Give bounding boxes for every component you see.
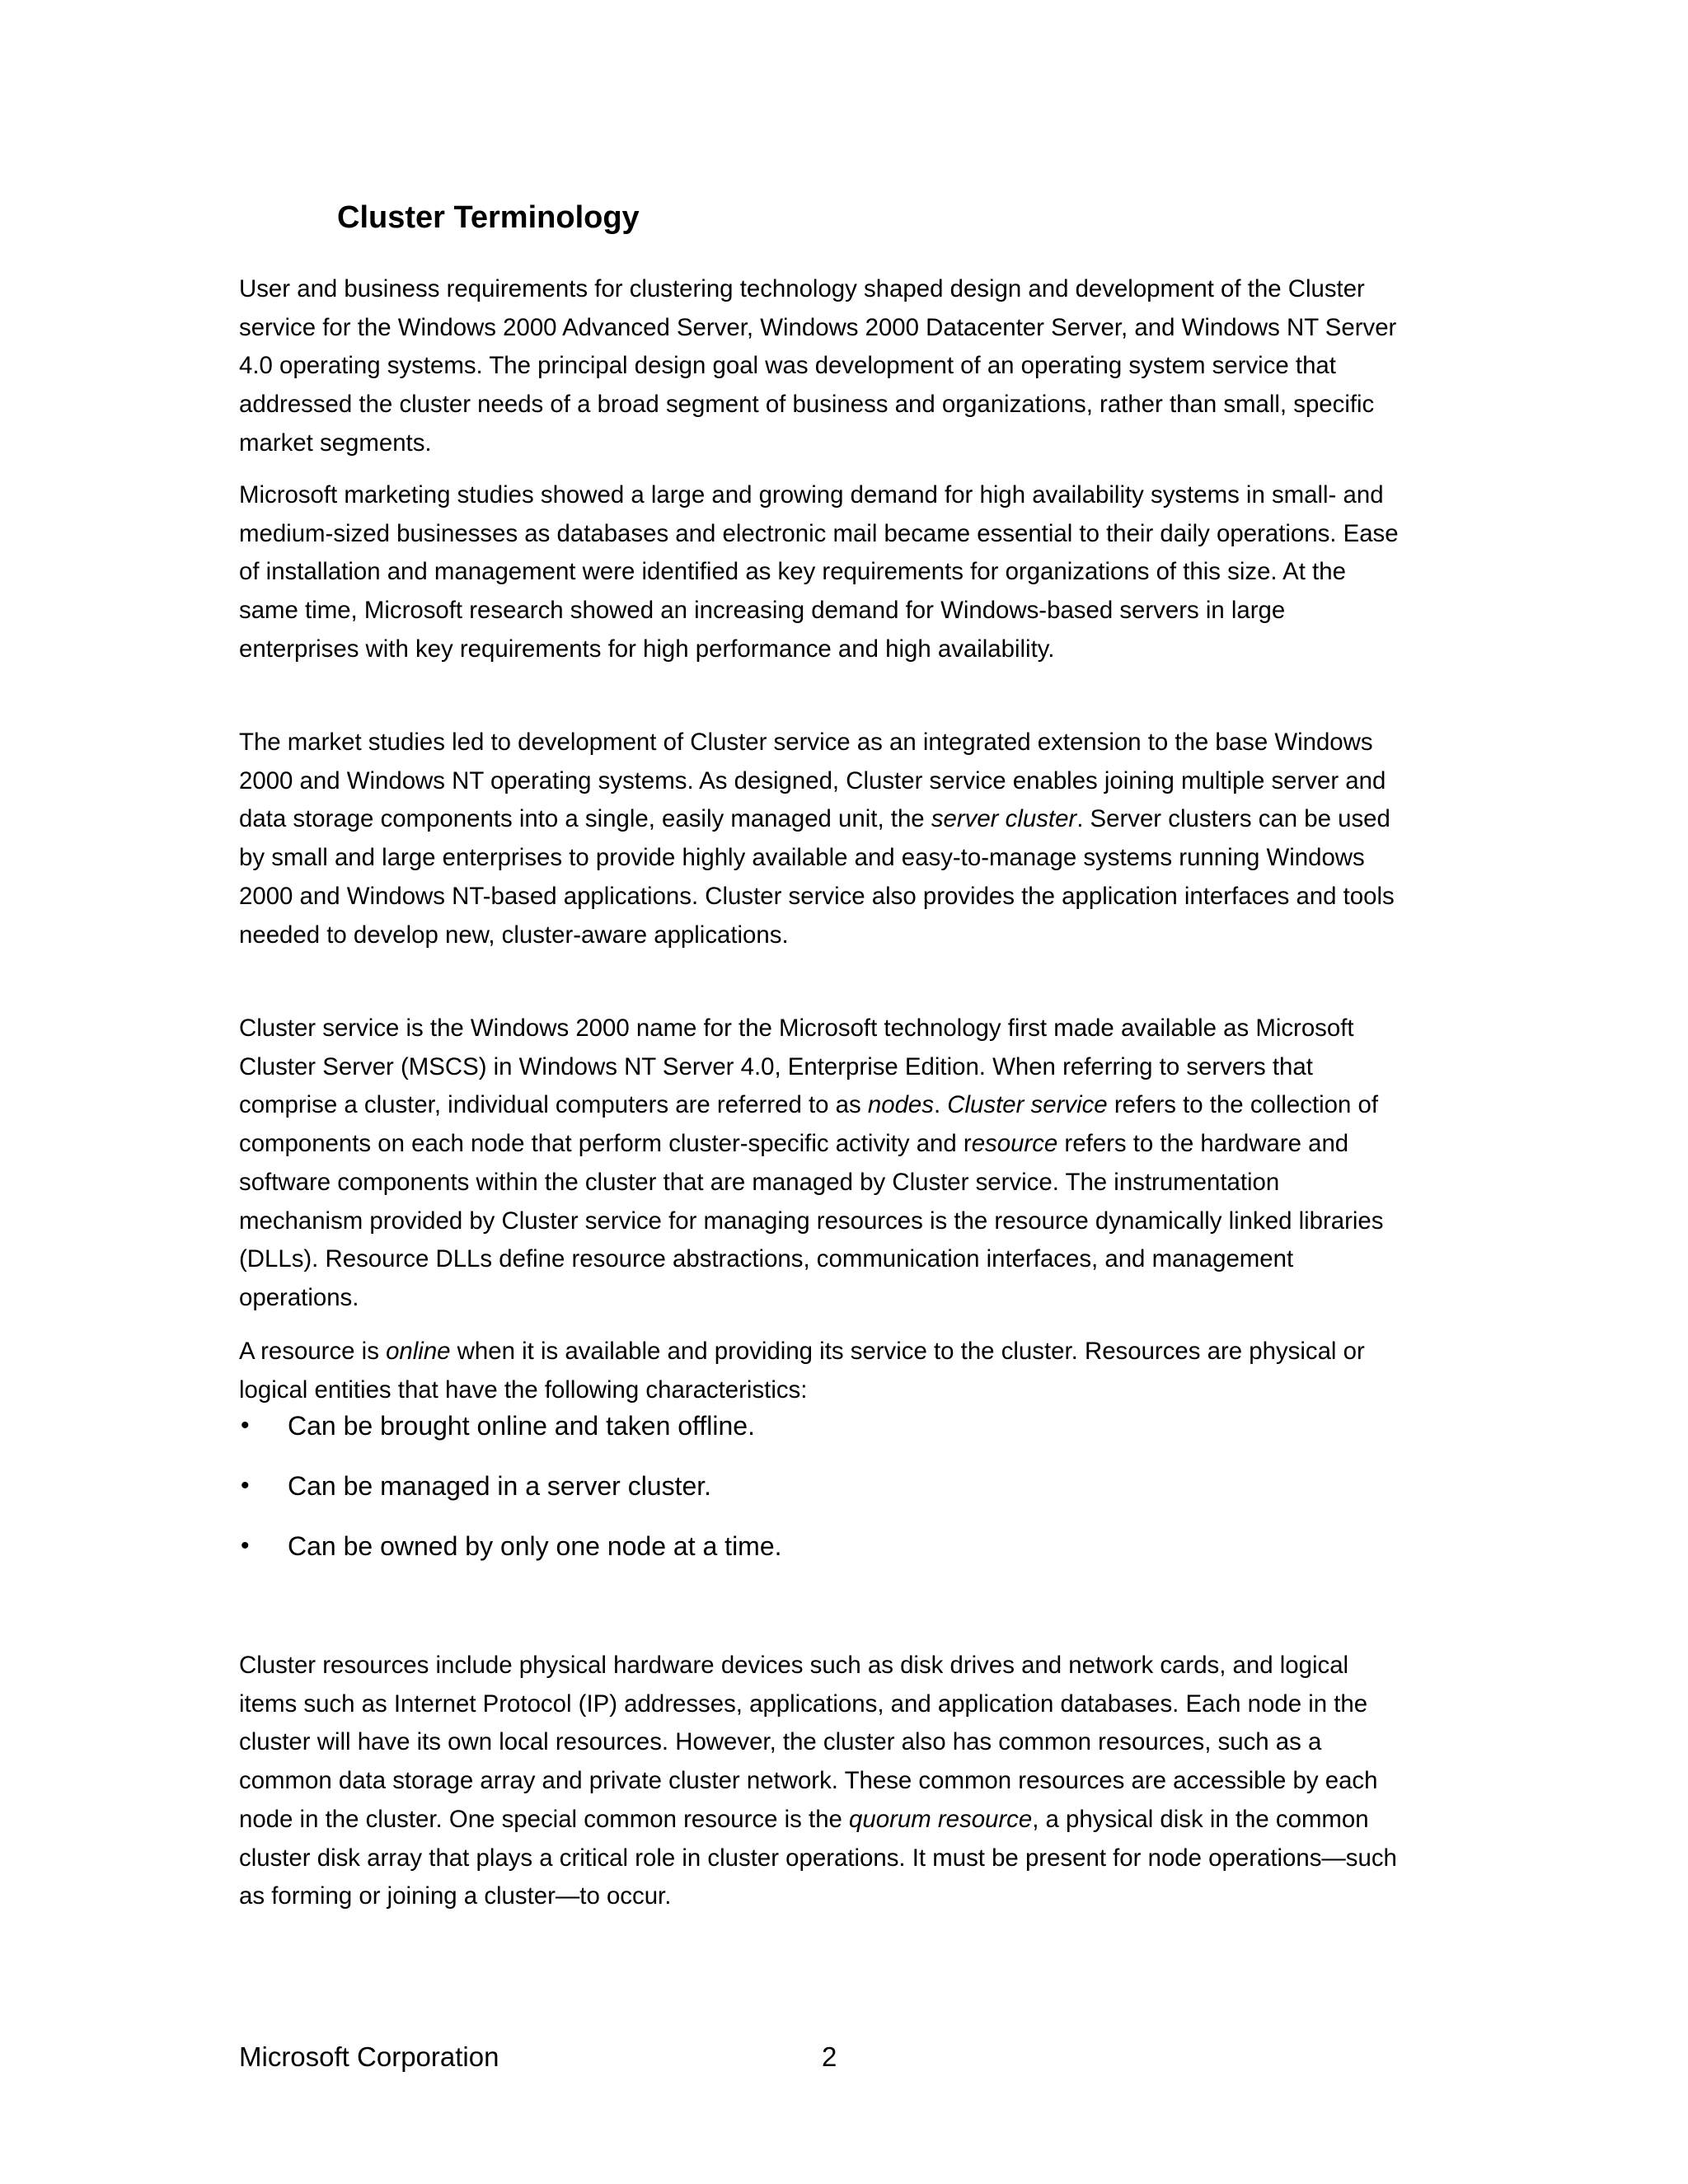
paragraph-integrated-extension [239, 724, 1409, 954]
paragraph-market-studies [239, 476, 1409, 669]
text-run: , a physical disk in the common cluster disk array that plays a critical role in cluster operations. It must be present for node operations—such as forming or joining a cluster—to occur. [239, 1805, 1397, 1910]
footer-page-number: 2 [822, 2041, 837, 2072]
term-resource: esource [971, 1130, 1058, 1158]
paragraph-requirements [239, 270, 1409, 463]
paragraph-text: Microsoft marketing studies showed a large and growing demand for high availability systems in small- and medium-sized businesses as databases and electronic mail became essential to their daily operations. Ease of installation and management were identified as key requirements for organizations of this size. At the same time, Microsoft research showed an increasing demand for Windows-based servers in large enterprises with key requirements for high performance and high availability. [239, 481, 1399, 663]
text-run: A resource is [239, 1338, 387, 1365]
paragraph-cluster-service-definition [239, 1010, 1409, 1318]
paragraph-text [239, 1010, 1409, 1318]
term-cluster-service: Cluster service [947, 1091, 1108, 1119]
text-run: Cluster resources include physical hardware devices such as disk drives and network cards, and logical items such as Internet Protocol (IP) addresses, applications, and application databases. Each node in the cluster will have its own local resources. However, the cluster also has common resources, such as a common data storage array and private cluster network. These common resources are accessible by each node in the cluster. One special common resource is the [239, 1652, 1378, 1833]
text-run: . Server clusters can be used by small and large enterprises to provide highly available and easy-to-manage systems running Windows 2000 and Windows NT-based applications. Cluster service also provides the application interfaces and tools needed to develop new, cluster-aware applications. [239, 805, 1395, 949]
paragraph-cluster-resources [239, 1647, 1409, 1916]
term-quorum-resource: quorum resource [849, 1805, 1033, 1833]
text-run: when it is available and providing its service to the cluster. Resources are physical or logical entities that have the following characteristics: [239, 1338, 1365, 1404]
paragraph-text [239, 724, 1409, 954]
list-item-text: Can be owned by only one node at a time. [288, 1531, 782, 1561]
section-heading: Cluster Terminology [337, 200, 640, 235]
resource-characteristics-list [239, 1409, 1409, 1590]
term-nodes: nodes [867, 1091, 934, 1119]
text-run: refers to the hardware and software components within the cluster that are managed by Cluster service. The instrumentation mechanism provided by Cluster service for managing resources is the resource dynamically linked libraries (DLLs). Resource DLLs define resource abstractions, communication interfaces, and management operations. [239, 1130, 1384, 1311]
text-run: Cluster service is the Windows 2000 name for the Microsoft technology first made available as Microsoft Cluster Server (MSCS) in Windows NT Server 4.0, Enterprise Edition. When referring to servers that comprise a cluster, individual computers are referred to as [239, 1015, 1354, 1119]
term-online: online [386, 1338, 451, 1365]
bullet-icon: • [241, 1472, 250, 1499]
term-server-cluster: server cluster [931, 805, 1077, 833]
text-run: The market studies led to development of Cluster service as an integrated extension to the base Windows 2000 and Windows NT operating systems. As designed, Cluster service enables joining multiple server and data storage components into a single, easily managed unit, the [239, 729, 1386, 833]
paragraph-text [239, 1333, 1409, 1409]
list-item-text: Can be managed in a server cluster. [288, 1471, 712, 1501]
list-item [239, 1469, 1409, 1530]
list-item [239, 1530, 1409, 1590]
paragraph-resource-online [239, 1333, 1409, 1409]
paragraph-text: User and business requirements for clustering technology shaped design and development of the Cluster service for the Windows 2000 Advanced Server, Windows 2000 Datacenter Server, and Windows NT Server 4.0 operating systems. The principal design goal was development of an operating system service that addressed the cluster needs of a broad segment of business and organizations, rather than small, specific market segments. [239, 275, 1397, 457]
footer-company: Microsoft Corporation [239, 2041, 499, 2072]
list-item [239, 1409, 1409, 1469]
list-item-text: Can be brought online and taken offline. [288, 1411, 755, 1441]
paragraph-text [239, 1647, 1409, 1916]
bullet-icon: • [241, 1532, 250, 1559]
bullet-icon: • [241, 1412, 250, 1439]
text-run: . [933, 1091, 948, 1119]
text-run: refers to the collection of components on each node that perform cluster-specific activity and r [239, 1091, 1379, 1158]
